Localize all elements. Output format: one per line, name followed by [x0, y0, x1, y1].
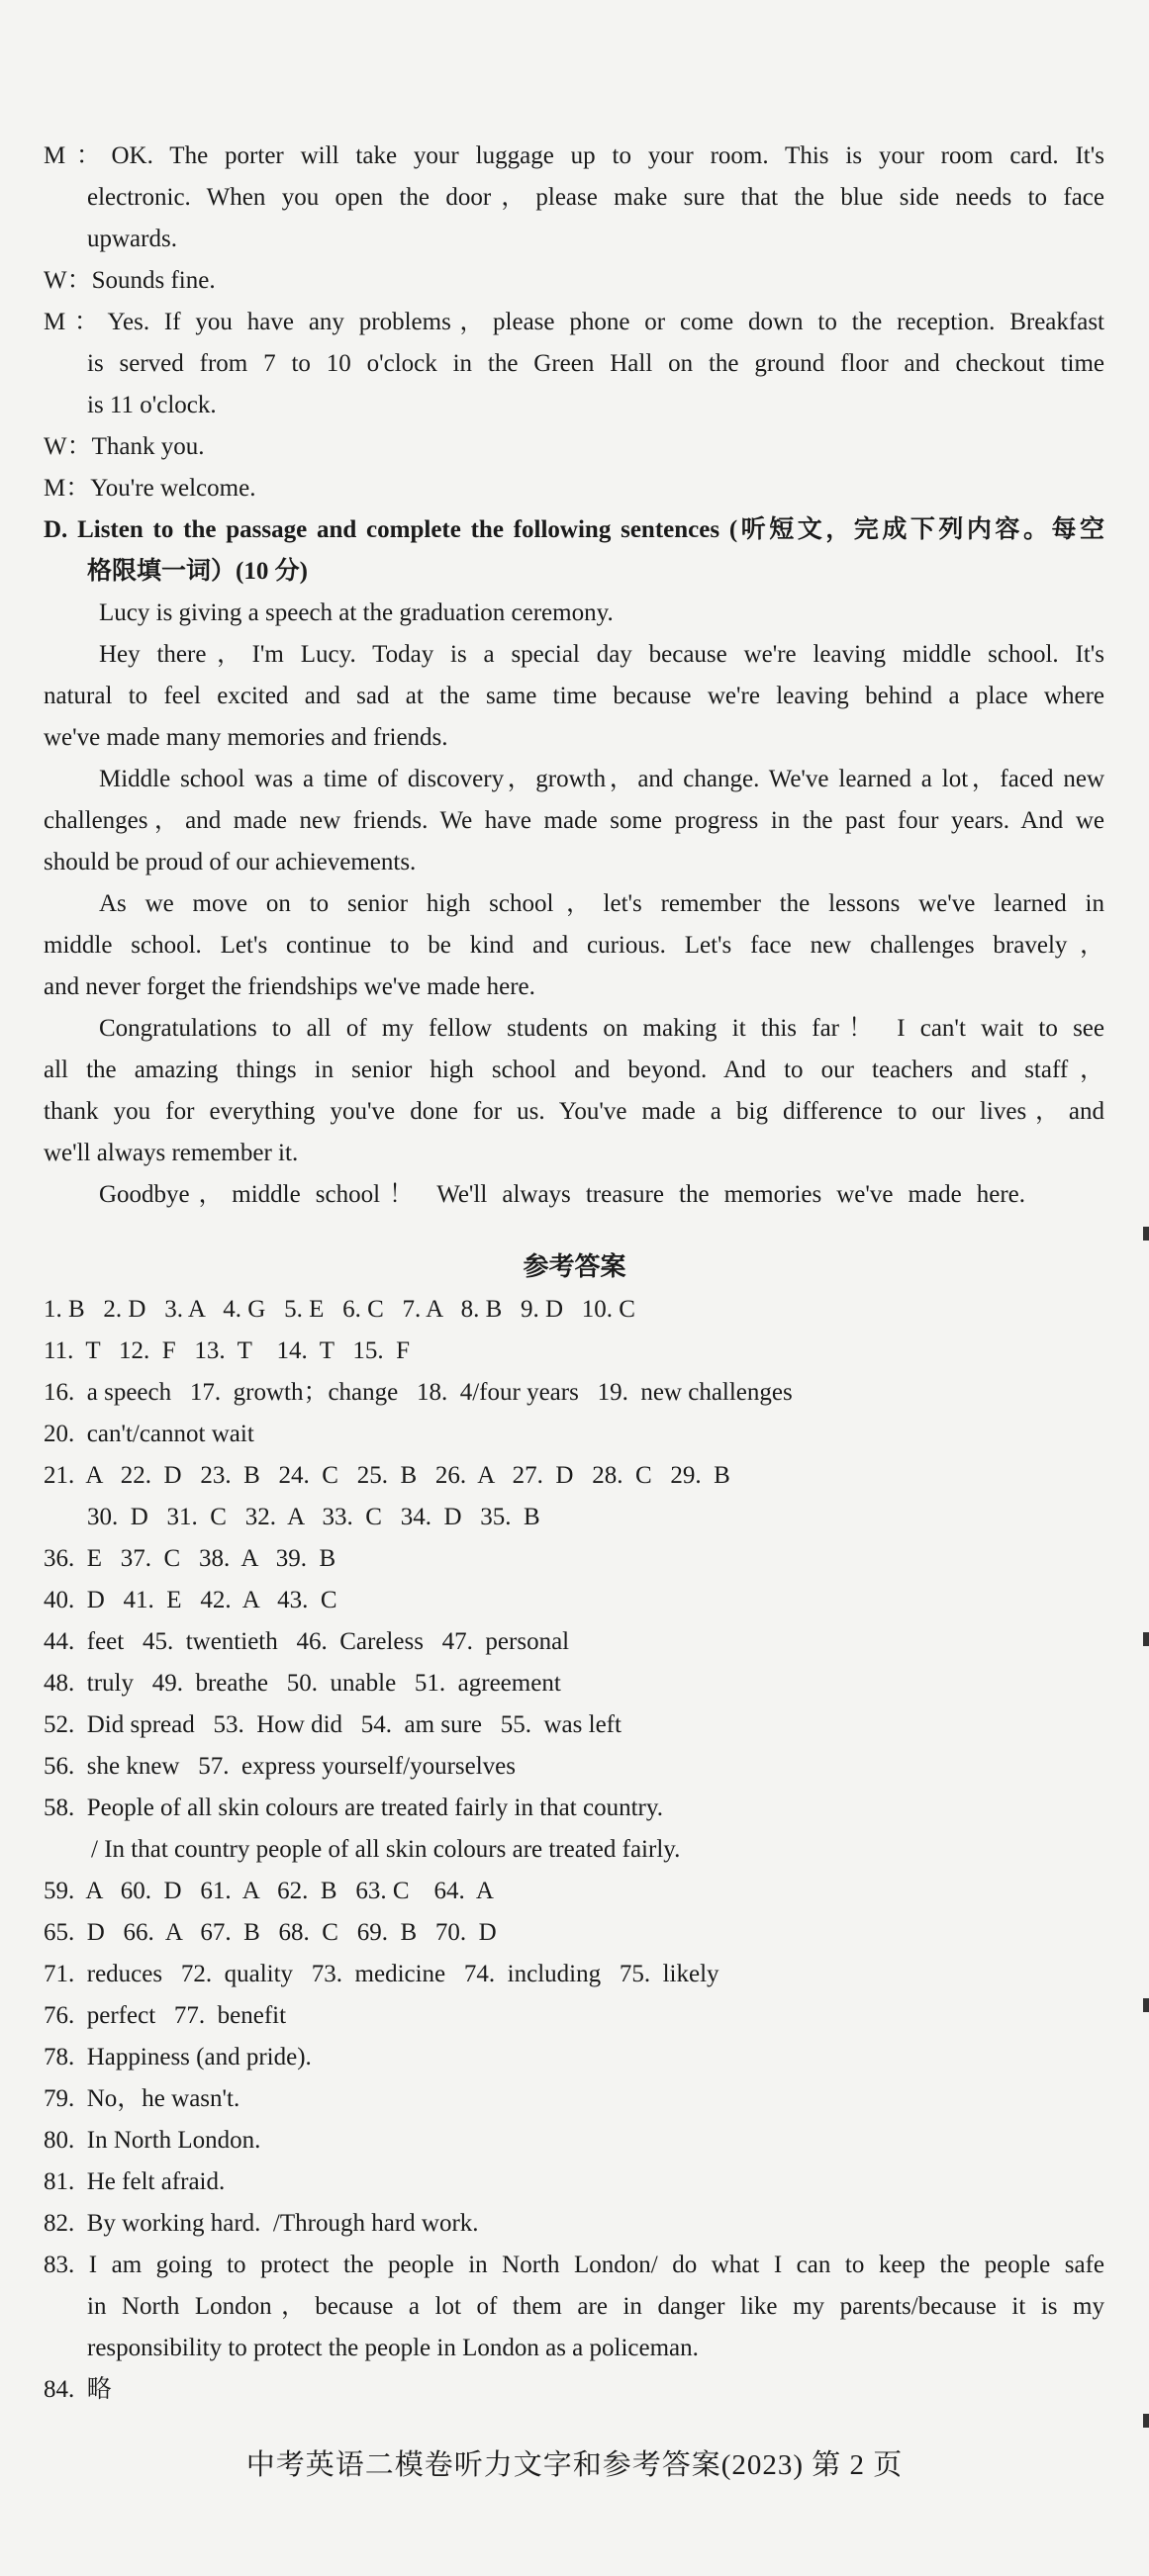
dialogue-line: is 11 o'clock.	[87, 392, 217, 418]
dialogue-line: M：OK. The porter will take your luggage up to your room. This is your room card. It's	[44, 142, 1104, 169]
passage-line: middle school. Let's continue to be kind and curious. Let's face new challenges bravely，	[44, 932, 1104, 959]
answer-line: / In that country people of all skin colours are treated fairly.	[91, 1836, 681, 1863]
answer-line: 71. reduces 72. quality 73. medicine 74. including 75. likely	[44, 1961, 719, 1987]
passage-line: should be proud of our achievements.	[44, 849, 417, 875]
answer-line: 58. People of all skin colours are treated fairly in that country.	[44, 1794, 663, 1821]
dialogue-line: W：Thank you.	[44, 433, 205, 460]
answer-line: 36. E 37. C 38. A 39. B	[44, 1545, 336, 1572]
section-d-heading: 格限填一词）(10 分)	[87, 558, 308, 585]
answer-line: 44. feet 45. twentieth 46. Careless 47. personal	[44, 1628, 570, 1655]
dialogue-line: is served from 7 to 10 o'clock in the Green Hall on the ground floor and checkout time	[87, 350, 1104, 377]
passage-line: Hey there，I'm Lucy. Today is a special day because we're leaving middle school. It's	[99, 641, 1104, 668]
passage-line: Congratulations to all of my fellow students on making it this far！ I can't wait to see	[99, 1015, 1104, 1042]
dialogue-line: W：Sounds fine.	[44, 267, 216, 294]
passage-line: Goodbye，middle school！ We'll always treasure the memories we've made here.	[99, 1181, 1025, 1208]
passage-line: Lucy is giving a speech at the graduation ceremony.	[99, 599, 614, 626]
answer-line: 78. Happiness (and pride).	[44, 2044, 312, 2070]
passage-line: thank you for everything you've done for us. You've made a big difference to our lives，and	[44, 1098, 1104, 1125]
answer-line: 76. perfect 77. benefit	[44, 2002, 287, 2029]
scan-edge-mark	[1143, 2414, 1149, 2428]
answers-title: 参考答案	[523, 1252, 626, 1281]
answer-line: responsibility to protect the people in London as a policeman.	[87, 2335, 699, 2361]
answer-line: 83. I am going to protect the people in North London/ do what I can to keep the people safe	[44, 2252, 1104, 2278]
answer-line: 81. He felt afraid.	[44, 2168, 226, 2195]
answer-line: 56. she knew 57. express yourself/yourselves	[44, 1753, 516, 1780]
passage-line: natural to feel excited and sad at the same time because we're leaving behind a place where	[44, 683, 1104, 709]
passage-line: we'll always remember it.	[44, 1140, 299, 1166]
dialogue-line: M：You're welcome.	[44, 475, 256, 502]
passage-line: As we move on to senior high school，let's remember the lessons we've learned in	[99, 890, 1104, 917]
section-d-heading: D. Listen to the passage and complete the following sentences (听短文，完成下列内容。每空	[44, 516, 1104, 543]
answer-line: 21. A 22. D 23. B 24. C 25. B 26. A 27. D 28. C 29. B	[44, 1462, 730, 1489]
answer-line: 59. A 60. D 61. A 62. B 63. C 64. A	[44, 1878, 494, 1904]
answer-line: 20. can't/cannot wait	[44, 1421, 254, 1447]
answer-line: 1. B 2. D 3. A 4. G 5. E 6. C 7. A 8. B 9. D 10. C	[44, 1296, 635, 1323]
answer-line: 40. D 41. E 42. A 43. C	[44, 1587, 337, 1613]
scan-edge-mark	[1143, 1227, 1149, 1241]
passage-line: challenges，and made new friends. We have made some progress in the past four years. And we	[44, 807, 1104, 834]
answer-line: 48. truly 49. breathe 50. unable 51. agreement	[44, 1670, 561, 1697]
dialogue-line: M：Yes. If you have any problems，please phone or come down to the reception. Breakfast	[44, 309, 1104, 335]
page-footer: 中考英语二模卷听力文字和参考答案(2023) 第 2 页	[245, 2449, 904, 2481]
answer-line: 52. Did spread 53. How did 54. am sure 55. was left	[44, 1711, 622, 1738]
answer-line: 30. D 31. C 32. A 33. C 34. D 35. B	[87, 1504, 540, 1530]
answer-line: 80. In North London.	[44, 2127, 261, 2154]
passage-line: Middle school was a time of discovery，growth，and change. We've learned a lot，faced new	[99, 766, 1104, 792]
answer-line: 79. No，he wasn't.	[44, 2085, 240, 2112]
answer-line: 65. D 66. A 67. B 68. C 69. B 70. D	[44, 1919, 497, 1946]
dialogue-line: upwards.	[87, 226, 177, 252]
answer-line: 11. T 12. F 13. T 14. T 15. F	[44, 1337, 410, 1364]
answer-line: in North London，because a lot of them are in danger like my parents/because it is my	[87, 2293, 1104, 2320]
passage-line: all the amazing things in senior high school and beyond. And to our teachers and staff，	[44, 1057, 1104, 1083]
passage-line: and never forget the friendships we've made here.	[44, 973, 535, 1000]
answer-line: 82. By working hard. /Through hard work.	[44, 2210, 479, 2237]
scan-edge-mark	[1143, 1998, 1149, 2012]
passage-line: we've made many memories and friends.	[44, 724, 448, 751]
scan-edge-mark	[1143, 1632, 1149, 1646]
dialogue-line: electronic. When you open the door，please make sure that the blue side needs to face	[87, 184, 1104, 211]
answer-line: 84. 略	[44, 2376, 112, 2403]
answer-line: 16. a speech 17. growth；change 18. 4/four years 19. new challenges	[44, 1379, 793, 1406]
